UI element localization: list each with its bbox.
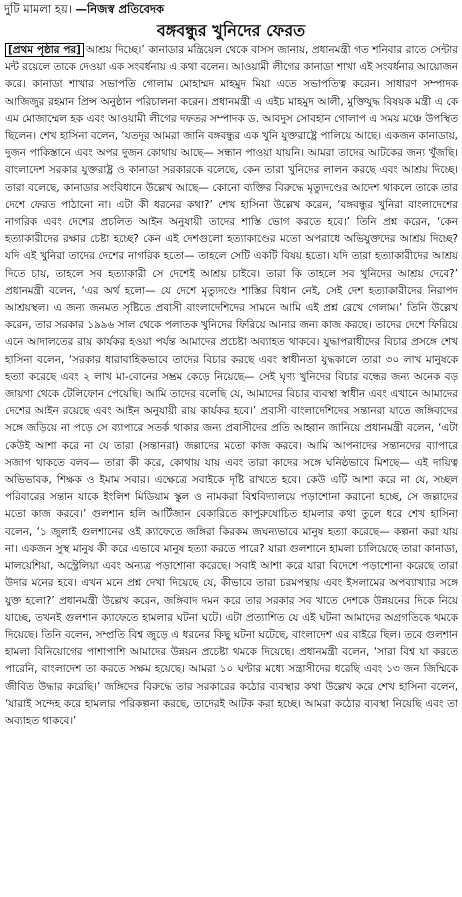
previous-story-end [4,0,458,18]
article-body [5,42,458,894]
article-headline: বঙ্গবন্ধুর খুনিদের ফেরত [156,21,306,40]
article-paragraph: আশ্রয় দিচ্ছে।’ কানাডার মন্ত্রিয়েল থেকে বাসস জানায়, প্রধানমন্ত্রী গত শনিবার রাতে সেন্টার মন্ট রয়েলে তাকে দেওয়া এক সংবর্ধনায় এ কথা বলেন। আওয়ামী লীগের কানাডা শাখা এই সংবর্ধনার আয়োজন করে। কানাডা শাখার সভাপতি গোলাম মোহাম্মদ মাহমুদ মিয়া এতে সভাপতিত্ব করেন। সাধারণ সম্পাদক আজিজুর রহমান প্রিন্স অনুষ্ঠান পরিচালনা করেন। প্রধানমন্ত্রী এ এইচ মাহমুদ আলী, মুক্তিযুদ্ধ বিষয়ক মন্ত্রী এ কে এম মোজাম্মেল হক এবং আওয়ামী লীগের দফতর সম্পাদক ড. আবদুস সোবহান গোলাপ এ সময় মঞ্চে উপস্থিত ছিলেন। শেখ হাসিনা বলেন, ‘যতদূর আমরা জানি বঙ্গবন্ধুর এক খুনি যুক্তরাষ্ট্রে পালিয়ে আছে। একজন কানাডায়, দুজন পাকিস্তানে এবং অপর দুজন কোথায় আছে— সন্ধান পাওয়া যায়নি। আমরা তাদের আটকের জন্য খুঁজছি। বাংলাদেশ সরকার যুক্তরাষ্ট্র ও কানাডা সরকারকে বলেছে, কেন তারা খুনিদের লালন করছে এবং আশ্রয় দিচ্ছে। তারা বলেছে, কানাডার সংবিধানে উল্লেখ আছে— কোনো ব্যক্তির বিরুদ্ধে মৃত্যুদণ্ডের আদেশ থাকলে তাকে তার দেশে ফেরত পাঠানো না। এটা কী ধরনের কথা?’ শেখ হাসিনা উল্লেখ করেন, ‘বঙ্গবন্ধুর খুনিরা বাংলাদেশের নাগরিক এবং দেশের প্রচলিত আইন অনুযায়ী তাদের শাস্তি ভোগ করতে হবে।’ তিনি প্রশ্ন করেন, ‘কেন হত্যাকারীদের রক্ষার চেষ্টা হচ্ছে? কেন এই দেশগুলো হত্যাকাণ্ডের মতো অপরাধে অভিযুক্তদের আশ্রয় দিচ্ছে? যদি এই খুনিরা তাদের দেশের নাগরিক হতো— তাহলে সেটি একটি বিষয় হতো। যদি তারা হত্যাকারীদের আশ্রয় দিতে চায়, তাহলে সব হত্যাকারী সে দেশেই আশ্রয় চাইবে। তারা কি তাহলে সব খুনিদের আশ্রয় দেবে?’ প্রধানমন্ত্রী বলেন, ‘এর অর্থ হলো— যে দেশে মৃত্যুদণ্ডে শাস্তির বিধান নেই, সেই দেশ হত্যাকারীদের নিরাপদ আশ্রয়স্থল। এ জন্য জনমত সৃষ্টিতে প্রবাসী বাংলাদেশিদের সামনে আমি এই প্রশ্ন রেখে গেলাম।’ তিনি উল্লেখ করেন, তার সরকার ১৯৯৬ সাল থেকে পলাতক খুনিদের ফিরিয়ে আনার জন্য কাজ করছে। তাদের দেশে ফিরিয়ে এনে আদালতের রায় কার্যকর হওয়া পর্যন্ত আমাদের প্রচেষ্টা অব্যাহত থাকবে। যুদ্ধাপরাধীদের বিচার প্রসঙ্গে শেখ হাসিনা বলেন, ‘সরকার ধারাবাহিকভাবে তাদের বিচার করছে এবং স্বাধীনতা যুদ্ধকালে তারা ৩০ লাখ মানুষকে হত্যা করেছে এবং ২ লাখ মা-বোনের সম্ভ্রম কেড়ে নিয়েছে— সেই ঘৃণ্য খুনিদের বিচার বন্ধের জন্য অনেক বড় জায়গা থেকে টেলিফোন পেয়েছি। আমি তাদের বলেছি যে, আমাদের বিচার ব্যবস্থা স্বাধীন এবং এখানে আমাদের দেশের আইন রয়েছে এবং আইন অনুযায়ী রায় কার্যকর হবে।’ প্রবাসী বাংলাদেশিদের সন্তানরা যাতে জঙ্গিবাদের সঙ্গে জড়িয়ে না পড়ে সে ব্যাপারে সতর্ক থাকার জন্য প্রবাসীদের প্রতি আহ্বান জানিয়ে প্রধানমন্ত্রী বলেন, ‘এটা কেউই আশা করে না যে তারা (সন্তানরা) জল্লাদের মতো কাজ করবে। আমি আপনাদের সন্তানদের ব্যাপারে সজাগ থাকতে বলব— তারা কী করে, কোথায় যায় এবং তারা কাদের সঙ্গে ঘনিষ্ঠভাবে মিশছে— এই দায়িত্ব অভিভাবক, শিক্ষক ও ইমাম সবার। এক্ষেত্রে সবাইকে দৃষ্টি রাখতে হবে। কেউ এটি আশা করে না যে, সচ্ছল পরিবারের সন্তান যাকে ইংলিশ মিডিয়াম স্কুল ও নামকরা বিশ্ববিদ্যালয়ে পড়াশোনা করানো হচ্ছে, সে জল্লাদের মতো কাজ করবে।’ গুলশান হলি আর্টিজান বেকারিতে কাপুরুষোচিত হামলার কথা তুলে ধরে শেখ হাসিনা বলেন, ‘১ জুলাই গুলশানের ওই ক্যাফেতে জঙ্গিরা কিরকম জঘন্যভাবে মানুষ হত্যা করেছে— কল্পনা করা যায় না। একজন সুস্থ মানুষ কী করে এভাবে মানুষ হত্যা করতে পারে? যারা গুলশানে হামলা চালিয়েছে তারা কানাডা, মালয়েশিয়া, অস্ট্রেলিয়া এবং অন্যত্র পড়াশোনা করেছে। সবাই আশা করে যারা বিদেশে পড়াশোনা করেছে তারা উদার মনের হবে। এখন মনে প্রশ্ন দেখা দিয়েছে যে, কীভাবে তারা চরমপন্থায় এবং ইসলামের অপব্যাখ্যার সঙ্গে যুক্ত হলো?’ প্রধানমন্ত্রী উল্লেখ করেন, জঙ্গিবাদ দমন করে তার সরকার সব খাতে দেশকে উন্নয়নের দিকে নিয়ে যাচ্ছে, তখনই গুলশান ক্যাফেতে হামলার ঘটনা ঘটে। এটা প্রত্যাশিত যে এই ঘটনা আমাদের অগ্রগতিকে থমকে দিয়েছে। তিনি বলেন, সম্প্রতি বিশ্ব জুড়ে এ ধরনের কিছু ঘটনা ঘটেছে, বাংলাদেশ এর বাইরে ছিল। তবে গুলশান হামলা বিনিয়োগের পাশাপাশি আমাদের উন্নয়ন প্রচেষ্টা থমকে দিয়েছে। প্রধানমন্ত্রী বলেন, ‘সারা বিশ্ব যা করতে পারেনি, বাংলাদেশ তা করতে সক্ষম হয়েছে। আমরা ১০ ঘণ্টার মধ্যে সন্ত্রাসীদের ধরেছি এবং ১৩ জন জিম্মিকে জীবিত উদ্ধার করেছি।’ জঙ্গিদের বিরুদ্ধে তার সরকারের কঠোর ব্যবস্থার কথা উল্লেখ করে শেখ হাসিনা বলেন, ‘যারাই সন্দেহ করে হামলার পরিকল্পনা করছে, তাদেরই আটক করা হচ্ছে। আমরা কঠোর ব্যবস্থা নিয়েছি এবং তা অব্যাহত থাকবে।’ [5,44,458,727]
reporter-credit: —নিজস্ব প্রতিবেদক [75,2,165,16]
continuation-tag: [প্রথম পৃষ্ঠার পর] [5,43,84,57]
previous-story-text: দুটি মামলা হয়। [4,2,72,16]
